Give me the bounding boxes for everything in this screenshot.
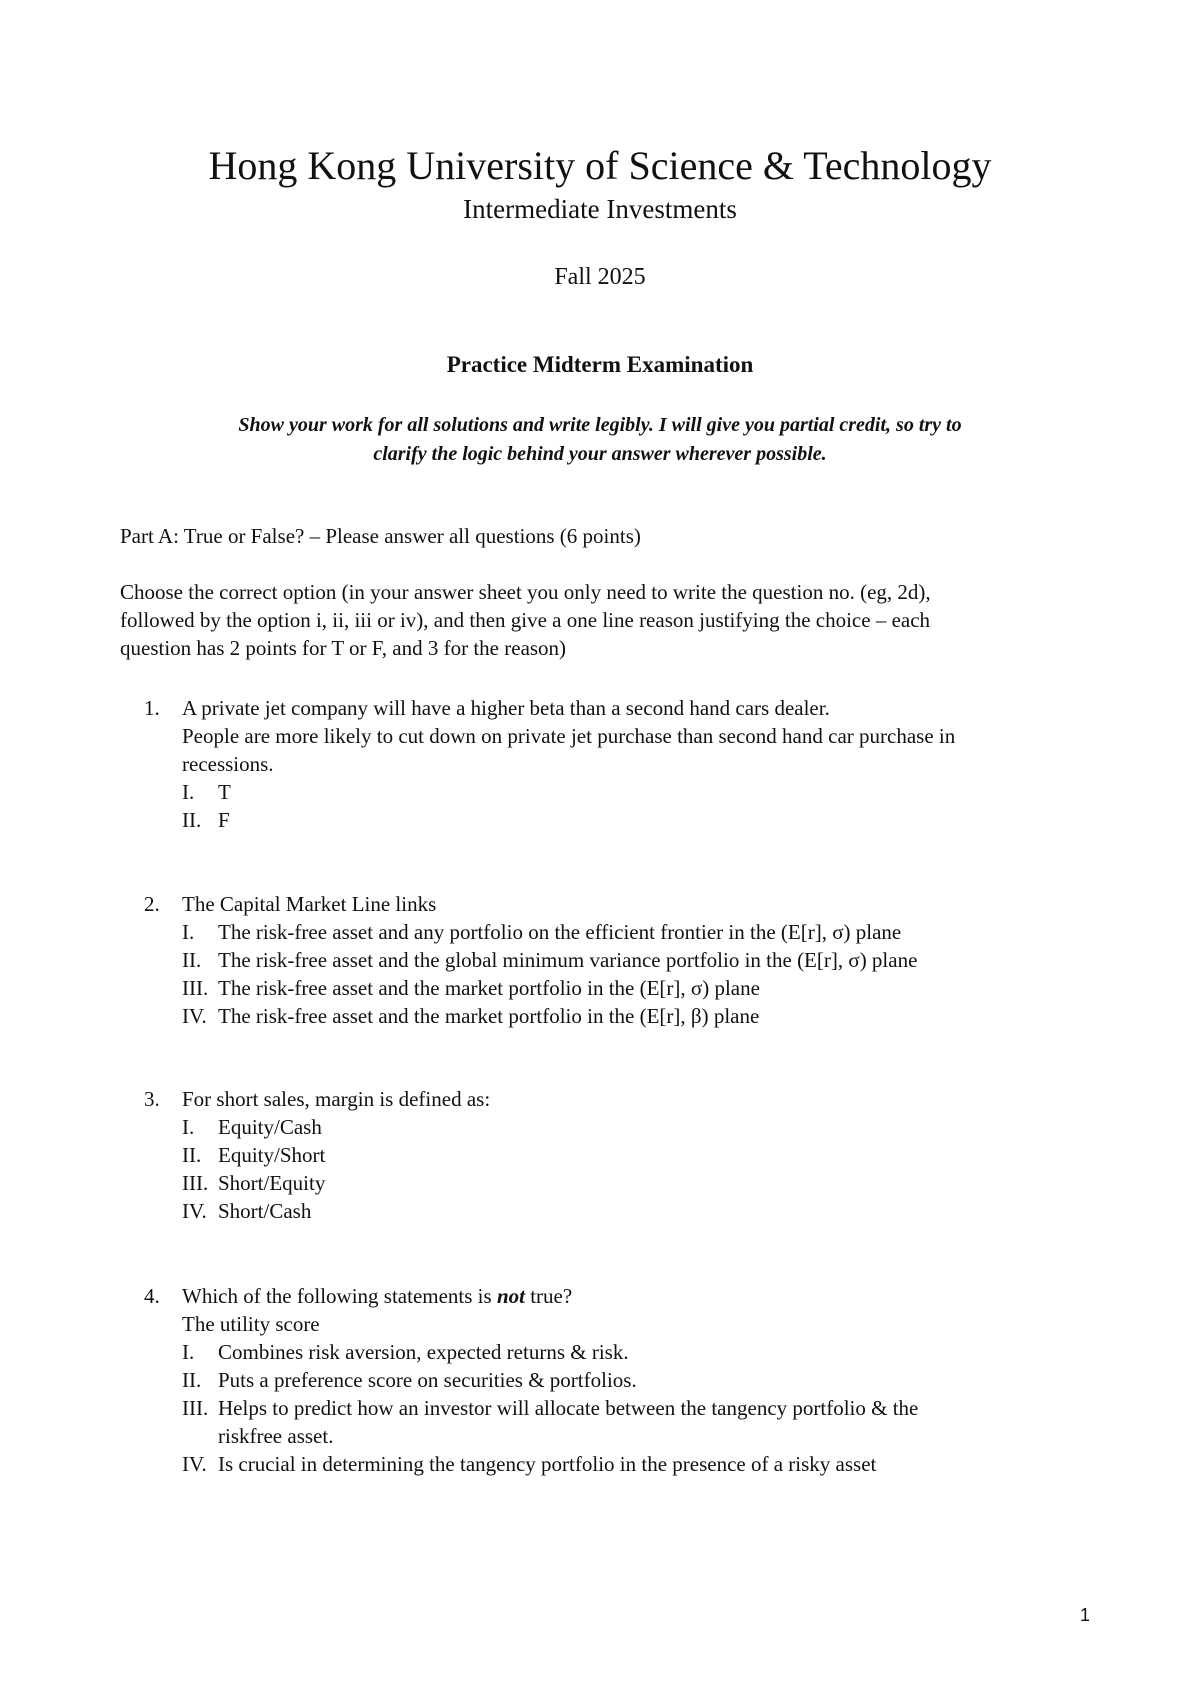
question-text-part: Which of the following statements is: [182, 1284, 497, 1308]
option-text-continued: riskfree asset.: [218, 1424, 334, 1448]
option-text: The risk-free asset and the market portfolio in the (E[r], β) plane: [218, 1004, 760, 1028]
answer-option: [182, 778, 1102, 806]
option-text: T: [218, 780, 231, 804]
option-text: Short/Cash: [218, 1199, 312, 1223]
option-text: Puts a preference score on securities & portfolios.: [218, 1368, 637, 1392]
option-text: The risk-free asset and the global minimum variance portfolio in the (E[r], σ) plane: [218, 948, 918, 972]
exam-title: Practice Midterm Examination: [446, 352, 754, 377]
answer-option: [182, 1141, 1102, 1169]
option-label: III.: [182, 976, 209, 1000]
answer-option: [182, 1169, 1102, 1197]
university-title: Hong Kong University of Science & Technology: [208, 143, 992, 188]
answer-option: [182, 1366, 1102, 1394]
question-text: People are more likely to cut down on private jet purchase than second hand car purchase in: [182, 724, 956, 748]
part-a-intro-line-3: question has 2 points for T or F, and 3 for the reason): [120, 636, 567, 660]
part-a-intro: [120, 578, 1090, 662]
answer-option: [182, 1113, 1102, 1141]
option-label: II.: [182, 808, 202, 832]
answer-option: [182, 1394, 1102, 1450]
option-label: III.: [182, 1396, 209, 1420]
answer-option: [182, 1002, 1102, 1030]
option-text: Is crucial in determining the tangency portfolio in the presence of a risky asset: [218, 1452, 877, 1476]
option-text: Short/Equity: [218, 1171, 326, 1195]
question-body: [182, 694, 1102, 834]
option-label: II.: [182, 1368, 202, 1392]
option-text: Equity/Cash: [218, 1115, 322, 1139]
option-text: Combines risk aversion, expected returns & risk.: [218, 1340, 629, 1364]
emphasis-text: not: [496, 1284, 525, 1308]
question-text: The Capital Market Line links: [182, 892, 437, 916]
option-text: Equity/Short: [218, 1143, 326, 1167]
option-label: III.: [182, 1171, 209, 1195]
option-label: I.: [182, 780, 195, 804]
option-label: I.: [182, 1340, 195, 1364]
question-text: For short sales, margin is defined as:: [182, 1087, 491, 1111]
answer-option: [182, 1197, 1102, 1225]
question-text: A private jet company will have a higher beta than a second hand cars dealer.: [182, 696, 830, 720]
question-number: 3.: [144, 1087, 160, 1111]
instructions-line-2: clarify the logic behind your answer wherever possible.: [373, 443, 827, 465]
answer-option: [182, 1450, 1102, 1478]
question-text: recessions.: [182, 752, 274, 776]
question-text: [182, 1282, 1102, 1310]
part-a-intro-line-2: followed by the option i, ii, iii or iv), and then give a one line reason justifying the choice – each: [120, 608, 931, 632]
question-body: [182, 1282, 1102, 1478]
part-a-heading: Part A: True or False? – Please answer all questions (6 points): [120, 524, 641, 548]
question-body: [182, 1085, 1102, 1225]
option-text: F: [218, 808, 230, 832]
question-text: The utility score: [182, 1312, 320, 1336]
option-label: II.: [182, 1143, 202, 1167]
option-label: IV.: [182, 1199, 207, 1223]
page-number: 1: [1079, 1605, 1090, 1625]
part-a-intro-line-1: Choose the correct option (in your answer sheet you only need to write the question no. (eg, 2d),: [120, 580, 931, 604]
question-number: 1.: [144, 696, 160, 720]
answer-option: [182, 974, 1102, 1002]
option-label: IV.: [182, 1004, 207, 1028]
option-label: I.: [182, 920, 195, 944]
answer-option: [182, 1338, 1102, 1366]
option-text: Helps to predict how an investor will allocate between the tangency portfolio & the: [218, 1396, 919, 1420]
question-number: 2.: [144, 892, 160, 916]
answer-option: [182, 918, 1102, 946]
option-text: The risk-free asset and the market portfolio in the (E[r], σ) plane: [218, 976, 760, 1000]
question-body: [182, 890, 1102, 1030]
option-text: The risk-free asset and any portfolio on the efficient frontier in the (E[r], σ) plane: [218, 920, 902, 944]
option-label: IV.: [182, 1452, 207, 1476]
option-label: I.: [182, 1115, 195, 1139]
instructions-line-1: Show your work for all solutions and write legibly. I will give you partial credit, so try to: [238, 414, 962, 436]
option-label: II.: [182, 948, 202, 972]
question-text-part: true?: [524, 1284, 573, 1308]
term-label: Fall 2025: [554, 264, 646, 290]
course-title: Intermediate Investments: [463, 194, 737, 224]
answer-option: [182, 946, 1102, 974]
question-number: 4.: [144, 1284, 160, 1308]
answer-option: [182, 806, 1102, 834]
instructions: [0, 411, 1200, 469]
